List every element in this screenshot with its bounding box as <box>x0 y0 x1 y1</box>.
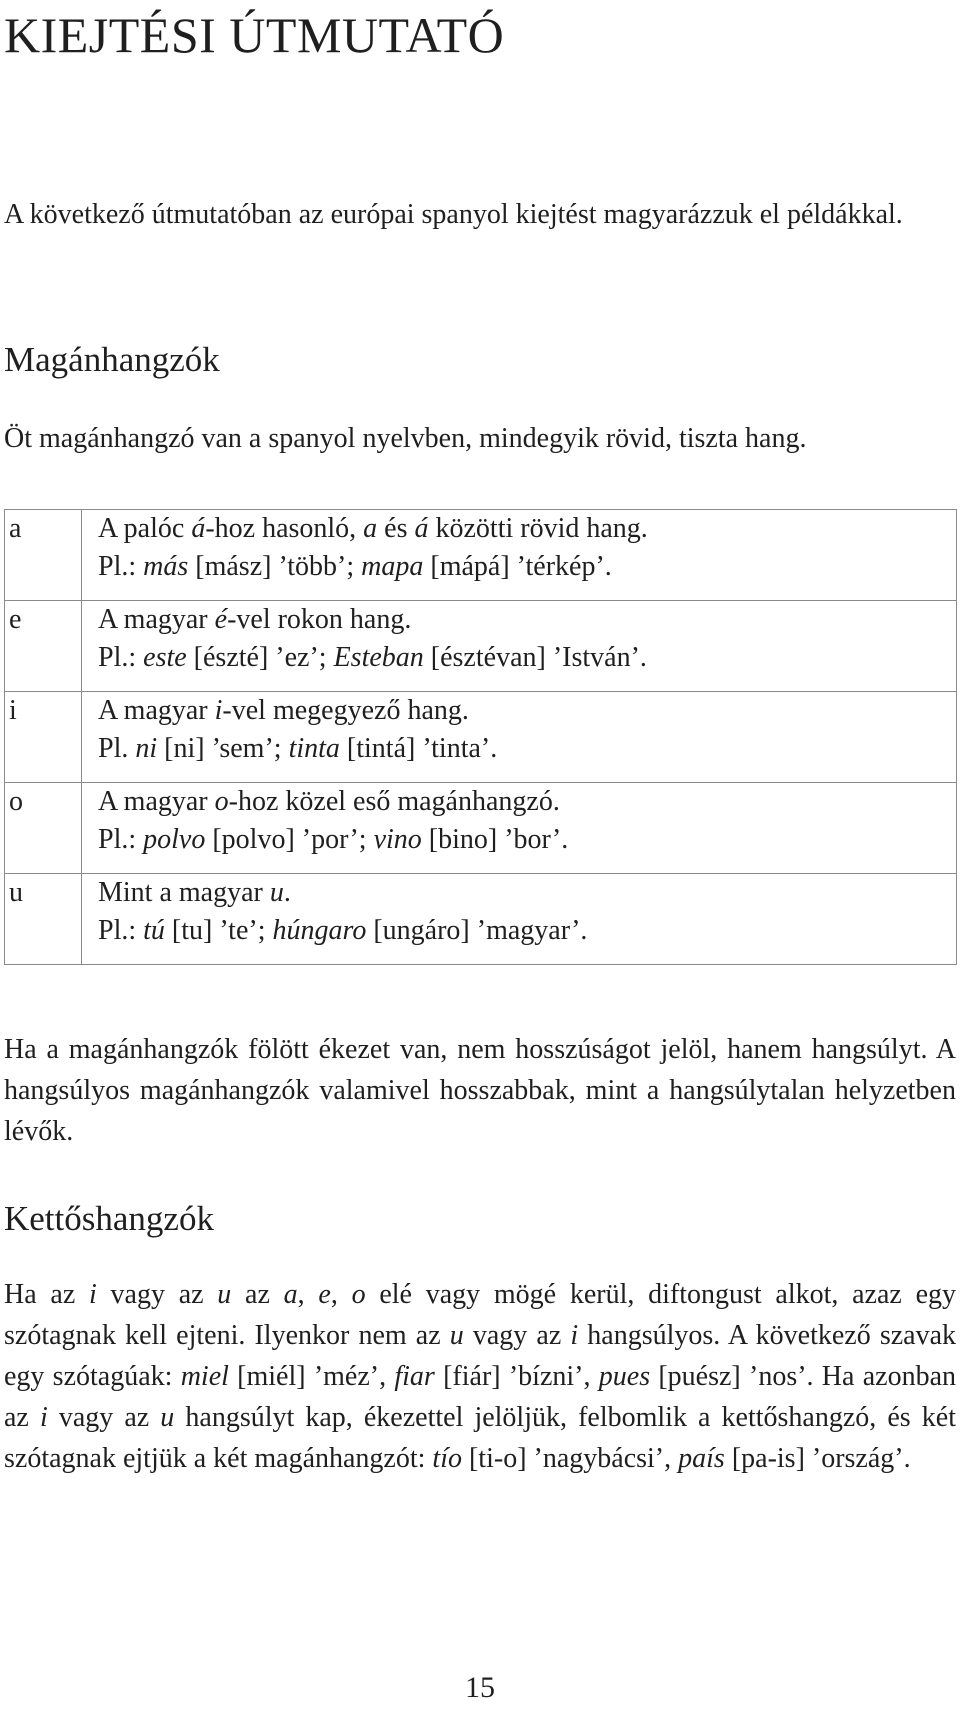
example-segment: Pl. <box>98 733 136 764</box>
vowel-letter-text: a <box>9 513 22 544</box>
diphthong-segment: i <box>39 1402 48 1433</box>
vowel-letter-text: u <box>9 877 23 908</box>
diphthong-segment: [miél] ’méz’, <box>228 1361 395 1392</box>
example-segment: este <box>143 642 187 673</box>
vowel-example-line <box>98 912 956 950</box>
rule-segment: közötti rövid hang. <box>428 513 648 544</box>
vowel-table <box>4 509 957 965</box>
example-segment: Pl.: <box>98 824 144 855</box>
page-number: 15 <box>465 1671 495 1704</box>
vowel-row-a <box>5 510 957 601</box>
vowel-row-i <box>5 692 957 783</box>
vowel-row-u <box>5 874 957 965</box>
example-segment: ni <box>135 733 158 764</box>
page-title: KIEJTÉSI ÚTMUTATÓ <box>4 7 505 63</box>
vowel-letter <box>5 783 82 874</box>
diphthong-segment: vagy az <box>47 1402 161 1433</box>
example-segment: tinta <box>288 733 340 764</box>
rule-segment: i <box>214 695 223 726</box>
rule-segment: -vel megegyező hang. <box>222 695 469 726</box>
example-segment: [tintá] ’tinta’. <box>339 733 498 764</box>
vowel-example-line <box>98 821 956 859</box>
vowel-letter-text: i <box>9 695 17 726</box>
vowel-letter <box>5 601 82 692</box>
rule-segment: és <box>377 513 415 544</box>
rule-segment: -hoz hasonló, <box>205 513 364 544</box>
rule-segment: á <box>414 513 429 544</box>
example-segment: [észté] ’ez’; <box>186 642 334 673</box>
example-segment: [tu] ’te’; <box>164 915 273 946</box>
vowel-letter <box>5 874 82 965</box>
vowel-rule-line <box>98 874 956 912</box>
vowel-description <box>82 510 957 601</box>
rule-segment: A magyar <box>98 695 215 726</box>
diphthong-segment: [pa-is] ’ország’. <box>724 1443 911 1474</box>
vowel-letter <box>5 510 82 601</box>
diphthong-segment: hangsúlyos. A következő szavak egy szótagúak: <box>4 1320 957 1392</box>
example-segment: mapa <box>361 551 424 582</box>
example-segment: Pl.: <box>98 642 144 673</box>
diphthong-segment: , <box>297 1279 319 1310</box>
example-segment: húngaro <box>272 915 367 946</box>
vowel-description <box>82 692 957 783</box>
rule-segment: á <box>191 513 206 544</box>
diphthong-segment: o <box>351 1279 366 1310</box>
example-segment: polvo <box>143 824 206 855</box>
example-segment: [polvo] ’por’; <box>205 824 374 855</box>
rule-segment: -hoz közel eső magánhangzó. <box>228 786 560 817</box>
example-segment: Pl.: <box>98 915 144 946</box>
vowels-intro: Öt magánhangzó van a spanyol nyelvben, mindegyik rövid, tiszta hang. <box>4 423 807 454</box>
diphthong-segment: e <box>318 1279 331 1310</box>
example-segment: [mász] ’több’; <box>188 551 362 582</box>
intro-paragraph: A következő útmutatóban az európai spanyol kiejtést magyarázzuk el példákkal. <box>4 199 903 230</box>
diphthong-segment: elé vagy mögé kerül, diftongust alkot, azaz egy szótagnak kell ejteni. Ilyenkor nem az <box>4 1279 957 1351</box>
example-segment: [észtévan] ’István’. <box>423 642 647 673</box>
diphthong-segment: Ha az <box>4 1279 89 1310</box>
diphthong-segment: fiar <box>394 1361 435 1392</box>
vowel-row-o <box>5 783 957 874</box>
rule-segment: A palóc <box>98 513 192 544</box>
diphthong-segment: vagy az <box>463 1320 571 1351</box>
diphthong-segment: [ti-o] ’nagybácsi’, <box>461 1443 679 1474</box>
diphthong-segment: [fiár] ’bízni’, <box>434 1361 599 1392</box>
vowel-example-line <box>98 548 956 586</box>
example-segment: tú <box>143 915 165 946</box>
vowel-rule-line <box>98 601 956 639</box>
example-segment: Esteban <box>333 642 424 673</box>
diphthong-segment: i <box>89 1279 97 1310</box>
vowel-rule-line <box>98 692 956 730</box>
example-segment: [bino] ’bor’. <box>421 824 569 855</box>
vowel-letter-text: o <box>9 786 23 817</box>
vowel-description <box>82 783 957 874</box>
diphthong-segment: vagy az <box>96 1279 218 1310</box>
diphthong-segment: miel <box>180 1361 229 1392</box>
accent-note: Ha a magánhangzók fölött ékezet van, nem hosszúságot jelöl, hanem hangsúlyt. A hangsúlyos magánhangzók valamivel hosszabbak, mint a hangsúlytalan helyzetben lévők. <box>4 1034 956 1147</box>
rule-segment: . <box>283 877 291 908</box>
example-segment: [ni] ’sem’; <box>157 733 289 764</box>
rule-segment: A magyar <box>98 786 215 817</box>
vowel-rule-line <box>98 783 956 821</box>
vowel-example-line <box>98 639 956 677</box>
diphthong-segment: , <box>330 1279 352 1310</box>
rule-segment: Mint a magyar <box>98 877 270 908</box>
vowel-row-e <box>5 601 957 692</box>
rule-segment: -vel rokon hang. <box>227 604 412 635</box>
rule-segment: o <box>214 786 229 817</box>
rule-segment: u <box>269 877 284 908</box>
diphthong-segment: u <box>160 1402 175 1433</box>
vowel-description <box>82 874 957 965</box>
diphthong-segment: i <box>570 1320 579 1351</box>
example-segment: vino <box>373 824 422 855</box>
vowel-rule-line <box>98 510 956 548</box>
diphthong-segment: pues <box>598 1361 651 1392</box>
diphthong-segment: hangsúlyt kap, ékezettel jelöljük, felbomlik a kettőshangzó, és két szótagnak ejtjük a két magánhangzót: <box>4 1402 956 1474</box>
diphthongs-heading: Kettőshangzók <box>4 1199 214 1238</box>
rule-segment: é <box>214 604 228 635</box>
vowel-example-line <box>98 730 956 768</box>
example-segment: Pl.: <box>98 551 144 582</box>
example-segment: [mápá] ’térkép’. <box>423 551 612 582</box>
rule-segment: a <box>363 513 378 544</box>
diphthong-segment: a <box>283 1279 298 1310</box>
rule-segment: A magyar <box>98 604 215 635</box>
example-segment: [ungáro] ’magyar’. <box>366 915 588 946</box>
example-segment: más <box>143 551 189 582</box>
diphthong-segment: país <box>678 1443 725 1474</box>
diphthong-segment: tío <box>432 1443 462 1474</box>
diphthong-segment: az <box>231 1279 284 1310</box>
diphthong-segment: u <box>449 1320 464 1351</box>
diphthong-segment: [puész] ’nos’. Ha azonban az <box>4 1361 956 1433</box>
vowel-letter-text: e <box>9 604 22 635</box>
vowel-letter <box>5 692 82 783</box>
vowel-description <box>82 601 957 692</box>
diphthongs-paragraph <box>4 1274 956 1479</box>
vowels-heading: Magánhangzók <box>4 340 220 379</box>
diphthong-segment: u <box>217 1279 232 1310</box>
